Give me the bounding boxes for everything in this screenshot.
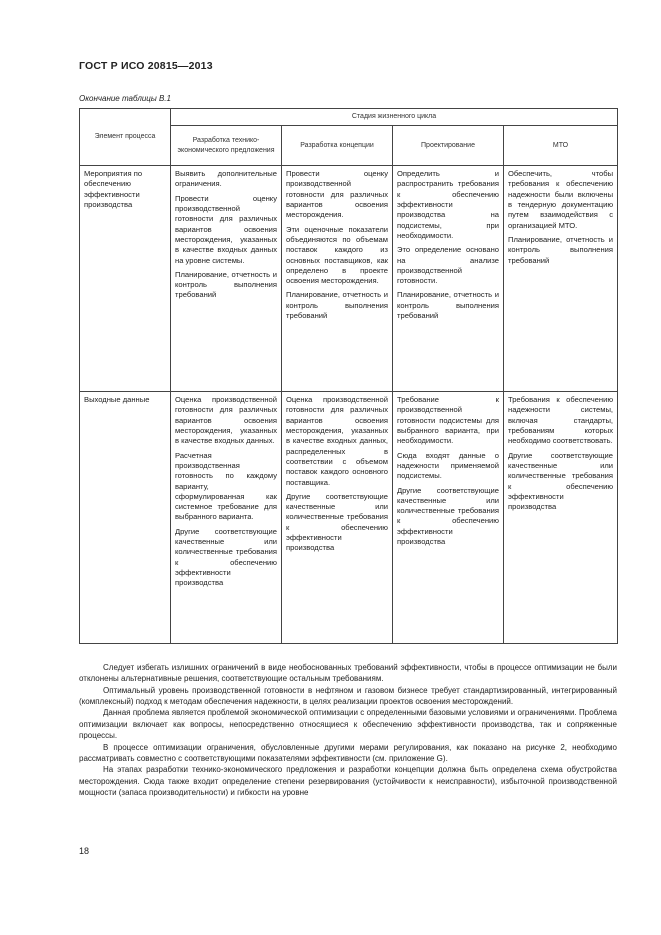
cell-paragraph: Требование к производственной готовности подсистемы для выбранного варианта, при необходимости. [397, 395, 499, 446]
table-caption: Окончание таблицы В.1 [79, 94, 171, 103]
header-process-element: Элемент процесса [80, 109, 171, 166]
cell-paragraph: Другие соответствующие качественные или количественные требования к обеспечению эффективности производства [508, 450, 614, 512]
header-col-concept: Разработка концепции [282, 126, 393, 166]
table-cell [393, 392, 504, 644]
row-element-name: Выходные данные [80, 392, 171, 644]
cell-paragraph: Обеспечить, чтобы требования к обеспечению надежности были включены в тендерную документацию путем взаимодействия с организацией МТО. [508, 169, 614, 230]
page-number: 18 [79, 846, 90, 856]
header-col-feasibility: Разработка технико-экономического предложения [171, 126, 282, 166]
body-paragraph: На этапах разработки технико-экономического предложения и разработки концепции должна быть определена схема обустройства месторождения. Сюда также входит определение степени резервирования (устойчивости к неисправности), избыточной производственной мощности (запаса производительности) и гибкости на уровне [79, 765, 617, 797]
cell-paragraph: Требования к обеспечению надежности системы, включая стандарты, требованиям которых необходимо соответствовать. [508, 395, 614, 446]
cell-paragraph: Другие соответствующие качественные или количественные требования к обеспечению эффективности производства [175, 526, 277, 588]
cell-paragraph: Другие соответствующие качественные или количественные требования к обеспечению эффективности производства [286, 491, 388, 553]
table-cell [504, 166, 618, 392]
cell-paragraph: Провести оценку производственной готовности для различных вариантов освоения месторождения. [286, 169, 388, 220]
cell-paragraph: Планирование, отчетность и контроль выполнения требований [397, 290, 499, 321]
cell-paragraph: Выявить дополнительные ограничения. [175, 169, 277, 189]
cell-paragraph: Планирование, отчетность и контроль выполнения требований [508, 234, 614, 265]
header-lifecycle-stage: Стадия жизненного цикла [171, 109, 618, 126]
table-cell [282, 392, 393, 644]
body-paragraph: Данная проблема является проблемой экономической оптимизации с определенными базовыми условиями и ограничениями. Проблема оптимизации включает как вопросы, непосредственно относящиеся к обеспечению эффективности производства, так и сопряженные процессы. [79, 708, 617, 741]
body-text [79, 662, 617, 798]
table-cell [171, 392, 282, 644]
cell-paragraph: Планирование, отчетность и контроль выполнения требований [175, 269, 277, 300]
cell-paragraph: Планирование, отчетность и контроль выполнения требований [286, 290, 388, 321]
table-row [80, 392, 618, 644]
body-paragraph: В процессе оптимизации ограничения, обусловленные другими мерами регулирования, как показано на рисунке 2, необходимо рассматривать совместно с соответствующими показателями эффективности (см. приложение G). [79, 742, 617, 763]
cell-paragraph: Провести оценку производственной готовности для различных вариантов освоения месторождения, указанных в качестве входных данных на уровне системы. [175, 193, 277, 265]
table-cell [393, 166, 504, 392]
cell-paragraph: Оценка производственной готовности для различных вариантов освоения месторождения, указанных в качестве входных данных. [175, 395, 277, 446]
header-col-design: Проектирование [393, 126, 504, 166]
cell-paragraph: Эти оценочные показатели объединяются по объемам поставок каждого из основных поставщиков, как определено в проекте освоения месторождения. [286, 224, 388, 286]
cell-paragraph: Оценка производственной готовности для различных вариантов освоения месторождения, указанных в качестве входных данных, распределенных в соответствии с объемом поставок каждого основного поставщика. [286, 395, 388, 487]
table-cell [282, 166, 393, 392]
cell-paragraph: Расчетная производственная готовность по каждому варианту, сформулированная как системное требование для выбранного варианта. [175, 450, 277, 522]
table-cell [171, 166, 282, 392]
table-cell [504, 392, 618, 644]
cell-paragraph: Сюда входят данные о надежности применяемой подсистемы. [397, 450, 499, 481]
cell-paragraph: Это определение основано на анализе производственной готовности. [397, 245, 499, 286]
header-col-procurement: МТО [504, 126, 618, 166]
cell-paragraph: Определить и распространить требования к обеспечению эффективности производства на подсистемы, при необходимости. [397, 169, 499, 240]
row-element-name: Мероприятия по обеспечению эффективности производства [80, 166, 171, 392]
body-paragraph: Следует избегать излишних ограничений в виде необоснованных требований эффективности, чтобы в процессе оптимизации не были отклонены альтернативные решения, соответствующие остальным требованиям. [79, 663, 617, 684]
table-row [80, 166, 618, 392]
body-paragraph: Оптимальный уровень производственной готовности в нефтяном и газовом бизнесе требует стандартизированный, интегрированный (комплексный) подход к методам обеспечения надежности, в целях реализации проектов освоения месторождений. [79, 685, 617, 707]
cell-paragraph: Другие соответствующие качественные или количественные требования к обеспечению эффективности производства [397, 485, 499, 547]
document-header: ГОСТ Р ИСО 20815—2013 [79, 60, 213, 72]
lifecycle-table [79, 108, 618, 644]
